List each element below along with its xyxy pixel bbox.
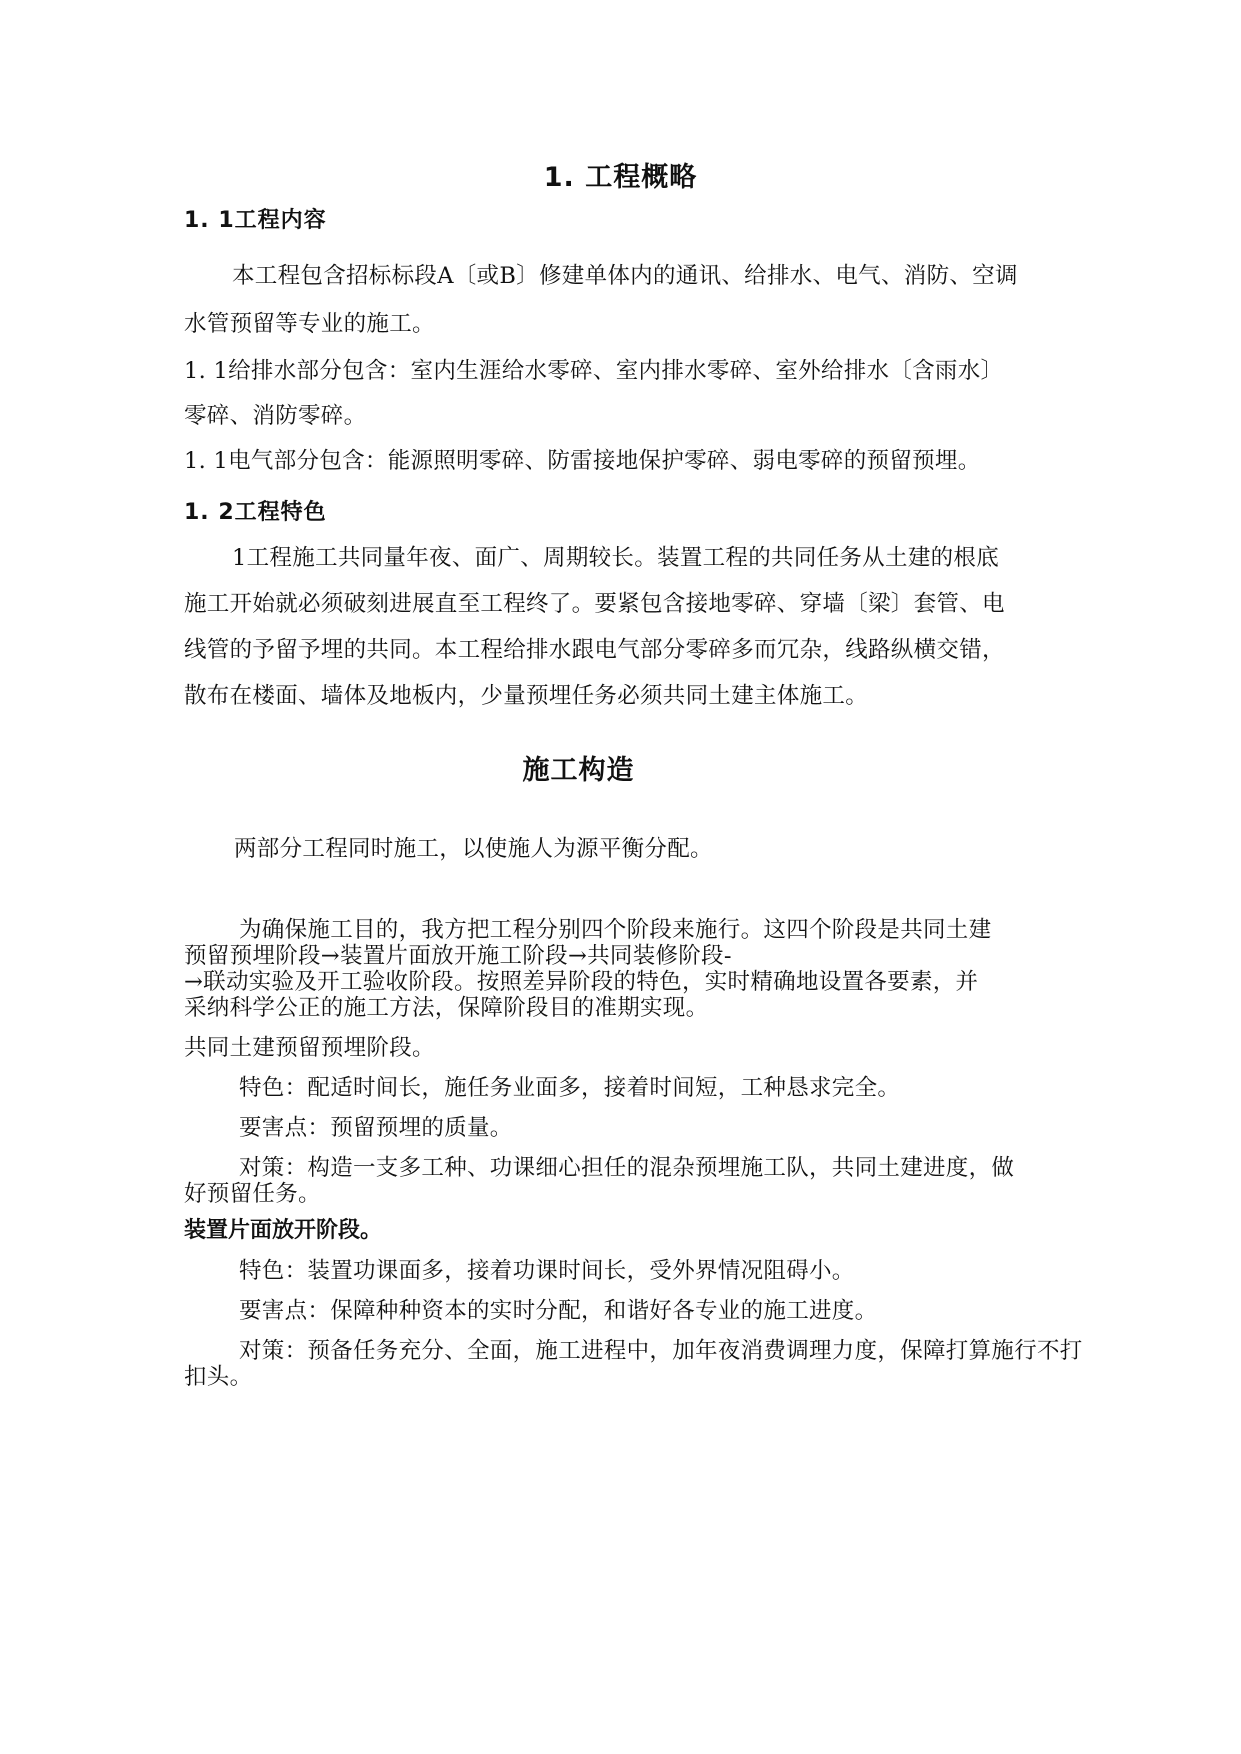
subsection-title-features: 1. 2工程特色 [184,500,327,525]
paragraph-line: 散布在楼面、墙体及地板内，少量预埋任务必须共同土建主体施工。 [184,683,869,709]
paragraph-line: 1工程施工共同量年夜、面广、周期较长。装置工程的共同任务从土建的根底 [232,545,1000,571]
paragraph-line: →联动实验及开工验收阶段。按照差异阶段的特色，实时精确地设置各要素，并 [184,969,979,995]
stage-measure-line: 对策：构造一支多工种、功课细心担任的混杂预埋施工队，共同土建进度，做 [239,1155,1015,1181]
section-title-organization: 施工构造 [522,755,635,786]
paragraph-line: 预留预埋阶段→装置片面放开施工阶段→共同装修阶段- [184,943,732,969]
paragraph-line: 1. 1给排水部分包含：室内生涯给水零碎、室内排水零碎、室外给排水〔含雨水〕 [184,358,1004,384]
paragraph-line: 线管的予留予埋的共同。本工程给排水跟电气部分零碎多而冗杂，线路纵横交错， [184,637,1005,663]
stage-measure-line: 扣头。 [184,1364,253,1390]
subsection-title-content: 1. 1工程内容 [184,208,327,233]
paragraph-line: 采纳科学公正的施工方法，保障阶段目的准期实现。 [184,995,709,1021]
stage-title: 装置片面放开阶段。 [184,1218,383,1243]
stage-key-point: 要害点：保障种种资本的实时分配，和谐好各专业的施工进度。 [239,1298,878,1324]
stage-key-point: 要害点：预留预埋的质量。 [239,1115,513,1141]
stage-title: 共同土建预留预埋阶段。 [184,1035,435,1061]
stage-measure-line: 好预留任务。 [184,1181,321,1207]
stage-feature: 特色：装置功课面多，接着功课时间长，受外界情况阻碍小。 [239,1258,855,1284]
paragraph-line: 1. 1电气部分包含：能源照明零碎、防雷接地保护零碎、弱电零碎的预留预埋。 [184,448,981,474]
stage-feature: 特色：配适时间长，施任务业面多，接着时间短，工种恳求完全。 [239,1075,901,1101]
stage-measure-line: 对策：预备任务充分、全面，施工进程中，加年夜消费调理力度，保障打算施行不打 [239,1338,1083,1364]
paragraph-line: 水管预留等专业的施工。 [184,311,435,337]
paragraph-line: 为确保施工目的，我方把工程分别四个阶段来施行。这四个阶段是共同土建 [239,917,992,943]
paragraph-line: 零碎、消防零碎。 [184,403,367,429]
section-title-overview: 1. 工程概略 [543,162,698,193]
paragraph-line: 本工程包含招标标段A〔或B〕修建单体内的通讯、给排水、电气、消防、空调 [232,263,1018,289]
paragraph-line: 施工开始就必须破刻进展直至工程终了。要紧包含接地零碎、穿墙〔梁〕套管、电 [184,591,1005,617]
intro-line: 两部分工程同时施工，以使施人为源平衡分配。 [234,836,713,862]
